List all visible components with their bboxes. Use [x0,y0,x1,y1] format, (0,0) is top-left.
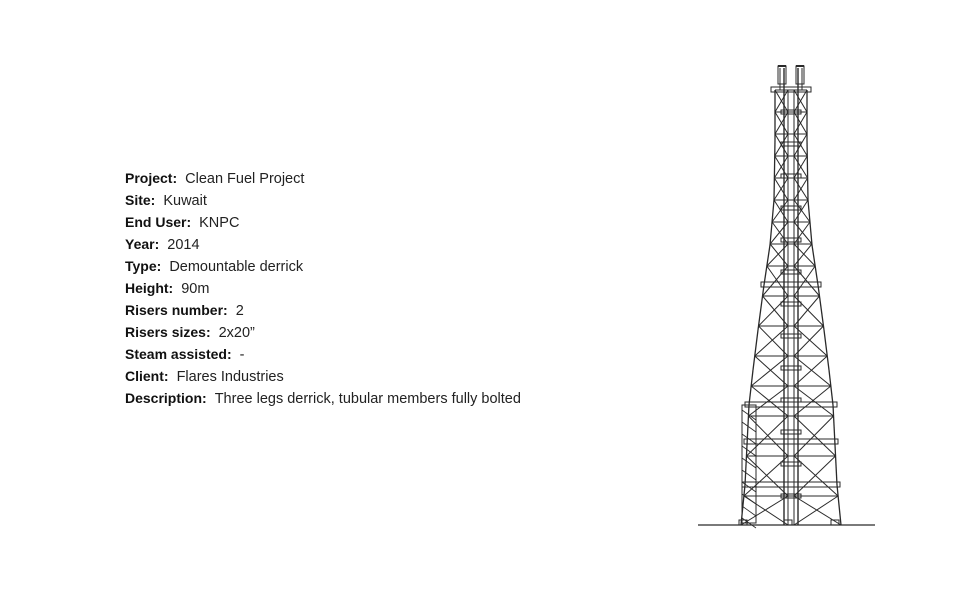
spec-label: Steam assisted: [125,346,232,362]
spec-label: Project: [125,170,178,186]
spec-label: Description: [125,390,207,406]
spec-row-height [125,277,595,299]
spec-row-type [125,255,595,277]
spec-value: Demountable derrick [169,259,304,275]
spec-value: - [239,347,245,363]
spec-row-year [125,233,595,255]
spec-row-site [125,189,595,211]
spec-row-project [125,167,595,189]
spec-label: Height: [125,280,174,296]
spec-row-risers-sizes [125,321,595,343]
spec-row-risers-number [125,299,595,321]
spec-label: End User: [125,214,192,230]
spec-value: 2014 [167,237,200,253]
spec-value: Three legs derrick, tubular members fully bolted [214,391,521,407]
spec-row-description [125,387,595,409]
spec-row-steam-assisted [125,343,595,365]
project-specs [125,167,595,409]
spec-value: 2x20” [218,325,255,341]
spec-value: Clean Fuel Project [185,171,305,187]
spec-label: Risers number: [125,302,228,318]
spec-value: Kuwait [163,193,207,209]
spec-label: Client: [125,368,169,384]
spec-label: Site: [125,192,156,208]
spec-label: Year: [125,236,160,252]
spec-row-client [125,365,595,387]
spec-label: Type: [125,258,162,274]
spec-value: KNPC [199,215,240,231]
spec-value: 2 [235,303,244,319]
derrick-tower-elevation-icon [690,60,890,535]
spec-label: Risers sizes: [125,324,211,340]
spec-row-end-user [125,211,595,233]
spec-value: Flares Industries [176,369,284,385]
spec-value: 90m [181,281,210,297]
